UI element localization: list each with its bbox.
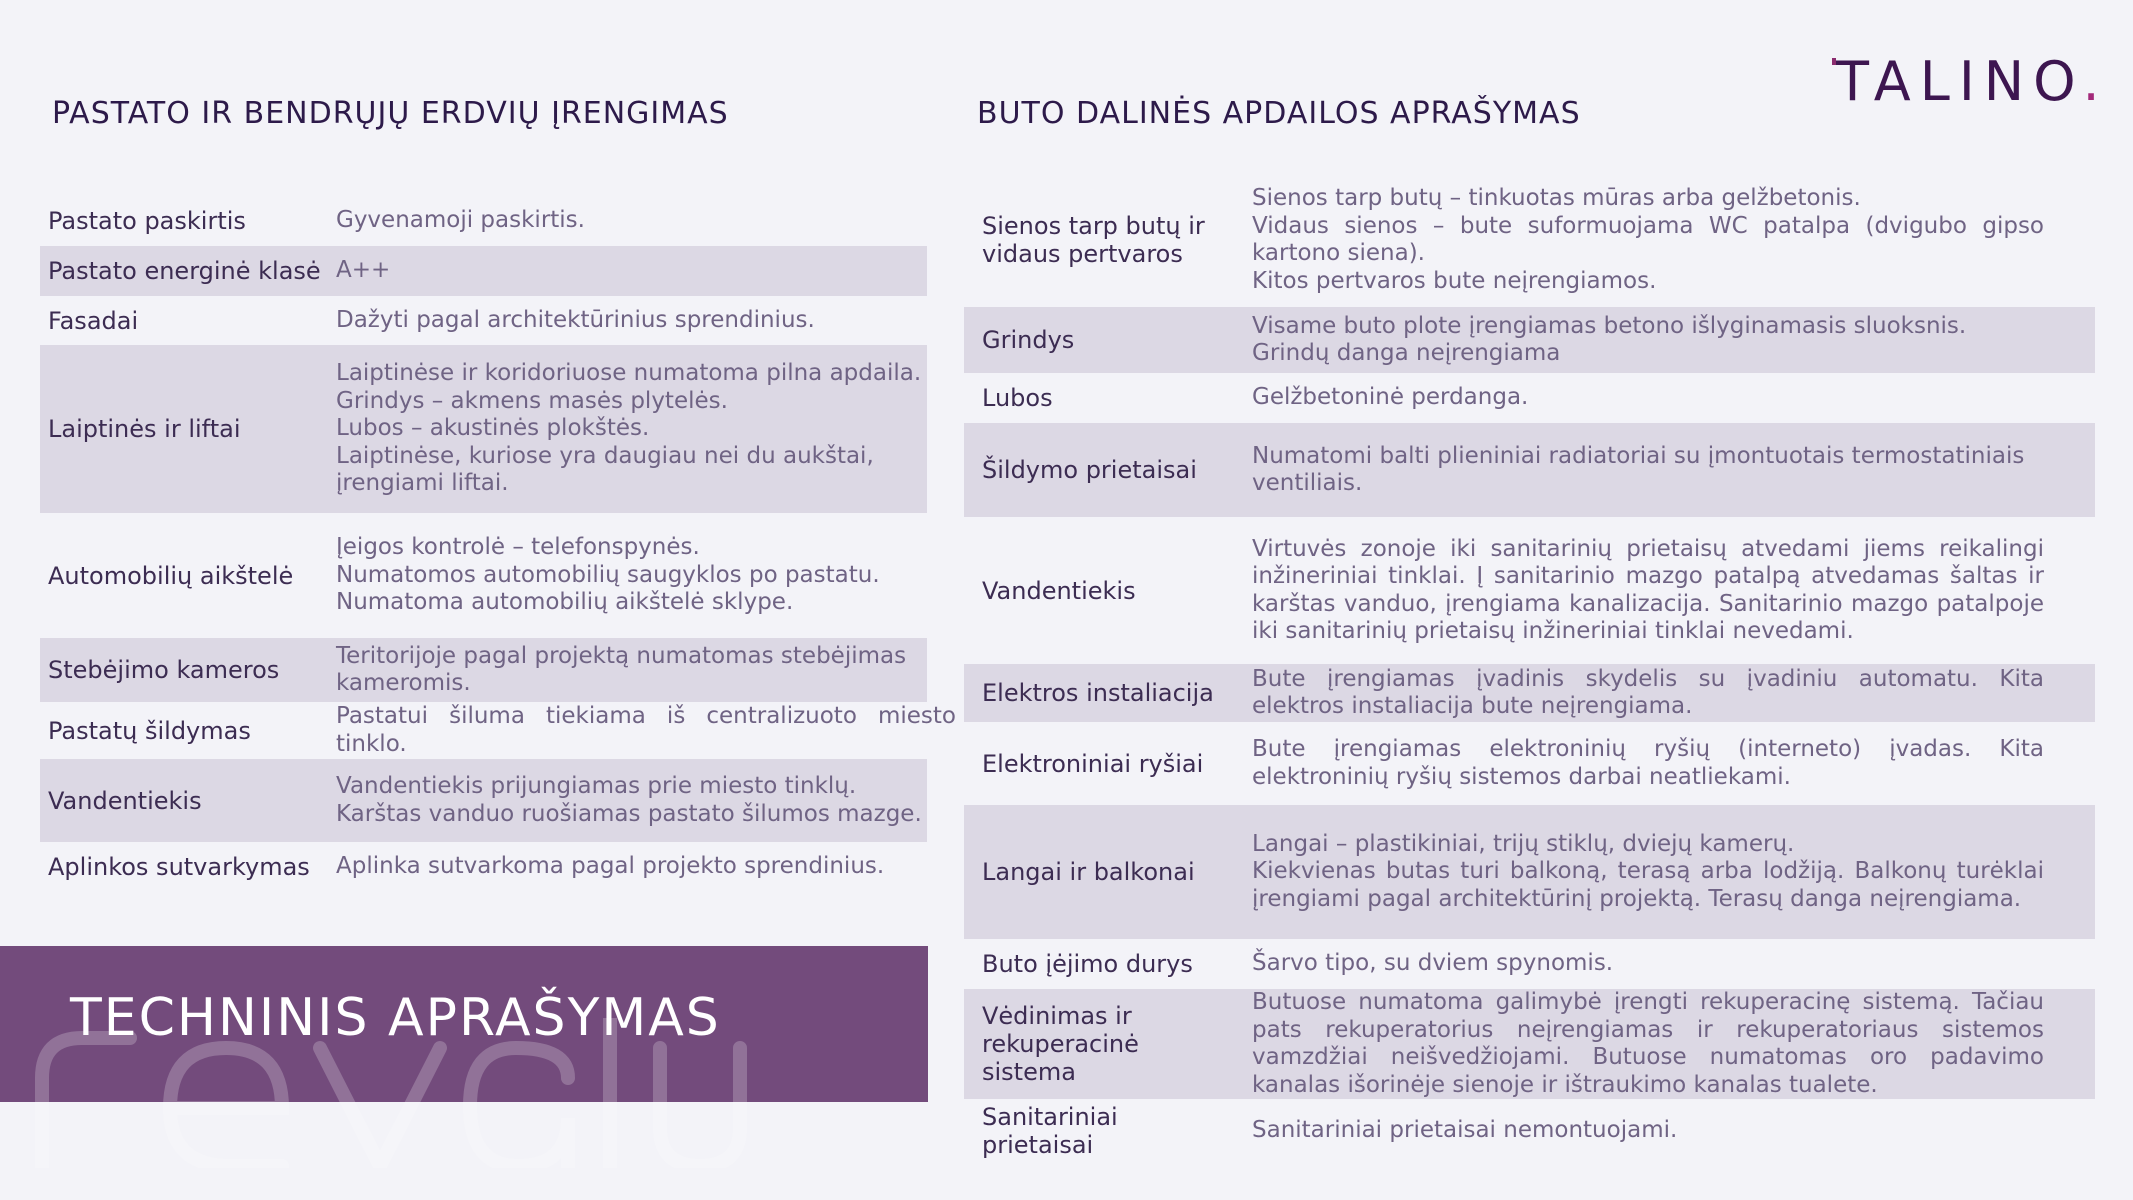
table-row (964, 989, 2095, 1099)
row-label: Vėdinimas ir rekuperacinė sistema (982, 1002, 1139, 1086)
row-value (1252, 664, 2044, 722)
row-label: Pastato paskirtis (48, 207, 246, 235)
row-label: Elektros instaliacija (982, 679, 1214, 707)
row-value (1252, 722, 2044, 805)
table-row (964, 307, 2095, 373)
table-row (964, 664, 2095, 722)
row-label: Vandentiekis (982, 576, 1136, 605)
row-value (336, 246, 956, 296)
row-label: Langai ir balkonai (982, 858, 1195, 886)
banner-title: TECHNINIS APRAŠYMAS (70, 988, 721, 1048)
row-value (1252, 939, 2044, 989)
value-line: Langai – plastikiniai, trijų stiklų, dviejų kamerų. (1252, 830, 1795, 857)
value-line: Visame buto plote įrengiamas betono išlyginamasis sluoksnis. (1252, 312, 1967, 339)
row-value (1252, 173, 2044, 307)
row-value (336, 842, 956, 892)
table-row (964, 517, 2095, 664)
row-value (336, 345, 956, 513)
value-line: Lubos – akustinės plokštės. (336, 415, 650, 442)
row-label: Grindys (982, 326, 1075, 354)
value-line: Aplinka sutvarkoma pagal projekto sprendinius. (336, 853, 885, 880)
row-label: Sanitariniai prietaisai (982, 1103, 1118, 1159)
value-line: A++ (336, 257, 391, 284)
value-line: Laiptinėse, kuriose yra daugiau nei du aukštai, įrengiami liftai. (336, 442, 874, 497)
value-line: Įeigos kontrolė – telefonspynės. (336, 534, 700, 561)
value-line: Vidaus sienos – bute suformuojama WC patalpa (dvigubo gipso kartono siena). (1252, 212, 2044, 266)
value-line: Kitos pertvaros bute neįrengiamos. (1252, 267, 1657, 294)
apartment-finish-title: BUTO DALINĖS APDAILOS APRAŠYMAS (977, 96, 1581, 131)
value-line: Kiekvienas butas turi balkoną, terasą arba lodžiją. Balkonų turėklai įrengiami pagal architektūrinį projektą. Terasų danga neįrengiama. (1252, 858, 2044, 912)
table-row (964, 173, 2095, 307)
row-value (1252, 805, 2044, 939)
value-line: Šarvo tipo, su dviem spynomis. (1252, 950, 1614, 977)
value-line: Bute įrengiamas elektroninių ryšių (interneto) įvadas. Kita elektroninių ryšių sistemos darbai neatliekami. (1252, 736, 2044, 790)
row-value (1252, 989, 2044, 1099)
table-row (964, 722, 2095, 805)
value-line: Bute įrengiamas įvadinis skydelis su įvadiniu automatu. Kita elektros instaliacija bute neįrengiama. (1252, 665, 2044, 719)
row-value (1252, 517, 2044, 664)
row-value (336, 759, 956, 842)
table-row (40, 196, 927, 246)
row-label: Fasadai (48, 306, 139, 335)
row-label: Stebėjimo kameros (48, 656, 280, 684)
value-line: Virtuvės zonoje iki sanitarinių prietaisų atvedami jiems reikalingi inžineriniai tinklai. Į sanitarinio mazgo patalpą atvedamas šaltas ir karštas vanduo, įrengiama kanalizacija. Sanitarinio mazgo patalpoje iki sanitarinių prietaisų inžineriniai tinklai nevedami. (1252, 535, 2044, 644)
row-value (1252, 423, 2044, 517)
value-line: Numatoma automobilių aikštelė sklype. (336, 589, 794, 616)
row-value (336, 296, 956, 345)
table-row (40, 345, 927, 513)
table-row (964, 1099, 2095, 1163)
building-equipment-table (40, 196, 956, 892)
logo-dot: . (2082, 50, 2109, 113)
row-value (336, 702, 956, 759)
table-row (40, 296, 927, 345)
table-row (40, 246, 927, 296)
value-line: Grindys – akmens masės plytelės. (336, 387, 728, 414)
value-line: Sienos tarp butų – tinkuotas mūras arba gelžbetonis. (1252, 185, 1861, 211)
value-line: Butuose numatoma galimybė įrengti rekuperacinę sistemą. Tačiau pats rekuperatorius neįrengiamas ir rekuperatoriaus sistemos vamzdžiai neišvedžiojami. Butuose numatomas oro padavimo kanalas išorinėje sienoje ir ištraukimo kanalas tualete. (1252, 989, 2044, 1098)
row-label: Lubos (982, 384, 1053, 412)
value-line: Gelžbetoninė perdanga. (1252, 384, 1529, 411)
row-value (1252, 307, 2044, 373)
value-line: Vandentiekis prijungiamas prie miesto tinklų. (336, 773, 857, 799)
row-label: Aplinkos sutvarkymas (48, 853, 310, 881)
value-line: Numatomi balti plieniniai radiatoriai su įmontuotais termostatiniais ventiliais. (1252, 442, 2025, 496)
value-line: Grindų danga neįrengiama (1252, 340, 1561, 366)
row-value (336, 513, 956, 638)
value-line: Teritorijoje pagal projektą numatomas stebėjimas kameromis. (336, 642, 907, 696)
table-row (964, 373, 2095, 423)
table-row (964, 423, 2095, 517)
row-label: Vandentiekis (48, 786, 202, 815)
table-row (40, 702, 956, 759)
row-label: Elektroniniai ryšiai (982, 749, 1204, 778)
building-equipment-title: PASTATO IR BENDRŲJŲ ERDVIŲ ĮRENGIMAS (52, 96, 729, 131)
table-row (40, 842, 927, 892)
table-row (40, 638, 927, 702)
row-value (336, 638, 956, 702)
row-label: Šildymo prietaisai (982, 456, 1197, 484)
row-label: Pastato energinė klasė (48, 257, 321, 285)
table-row (40, 513, 927, 638)
row-label: Buto įėjimo durys (982, 950, 1193, 978)
row-label: Pastatų šildymas (48, 716, 251, 745)
table-row (964, 805, 2095, 939)
row-label: Automobilių aikštelė (48, 561, 294, 590)
row-value (1252, 373, 2044, 423)
apartment-finish-table (964, 173, 2095, 1163)
value-line: Gyvenamoji paskirtis. (336, 207, 585, 234)
logo-text: TALINO (1836, 50, 2083, 113)
revalu-watermark (20, 1018, 760, 1168)
value-line: Pastatui šiluma tiekiama iš centralizuoto miesto tinklo. (336, 703, 956, 757)
row-label: Sienos tarp butų ir vidaus pertvaros (982, 212, 1205, 268)
row-value (1252, 1099, 2044, 1163)
row-label: Laiptinės ir liftai (48, 415, 241, 443)
talino-logo (1836, 50, 2109, 113)
logo-tick (1832, 58, 1836, 65)
value-line: Laiptinėse ir koridoriuose numatoma pilna apdaila. (336, 360, 922, 387)
table-row (40, 759, 927, 842)
value-line: Numatomos automobilių saugyklos po pastatu. (336, 561, 880, 588)
value-line: Karštas vanduo ruošiamas pastato šilumos mazge. (336, 800, 922, 827)
row-value (336, 196, 956, 246)
value-line: Sanitariniai prietaisai nemontuojami. (1252, 1117, 1678, 1144)
table-row (964, 939, 2095, 989)
value-line: Dažyti pagal architektūrinius sprendinius. (336, 306, 815, 333)
